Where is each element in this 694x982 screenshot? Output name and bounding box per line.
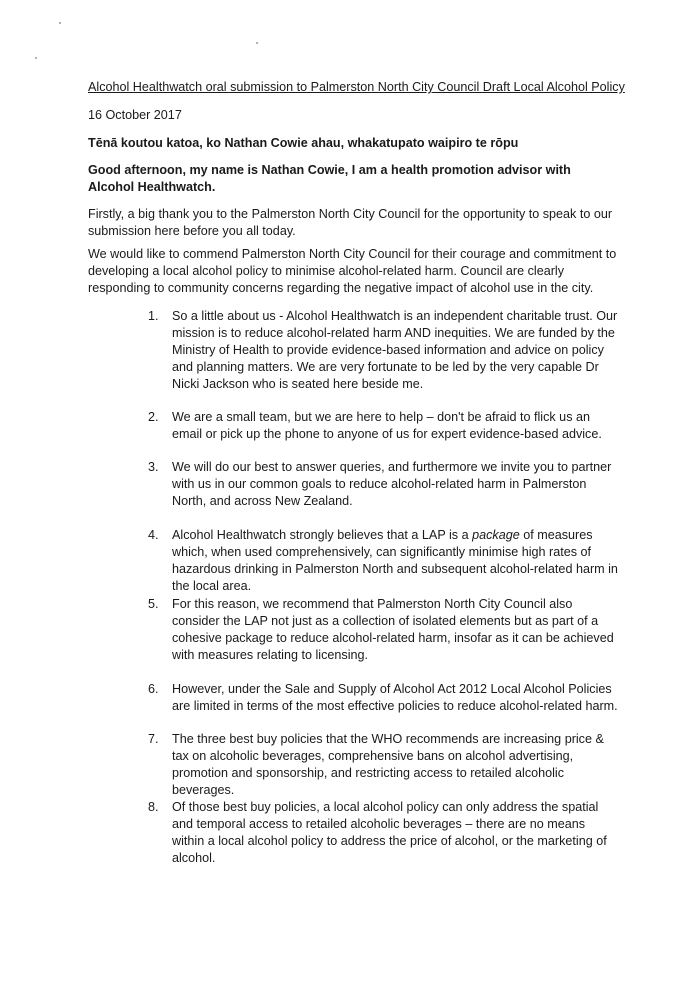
list-item-text: Alcohol Healthwatch strongly believes that a LAP is a package of measures which, when used comprehensively, can significantly minimise high rates of hazardous drinking in Palmerston North and subsequent alcohol-related harm in the local area. [172,528,618,593]
list-item-number: 5. [148,597,159,611]
greeting-line: Tēnā koutou katoa, ko Nathan Cowie ahau, whakatupato waipiro te rōpu [88,136,519,150]
paragraph-thanks: Firstly, a big thank you to the Palmerston North City Council for the opportunity to speak to our submission here before you all today. [88,207,613,238]
list-item-number: 8. [148,800,159,814]
list-item-number: 7. [148,732,159,746]
document-title: Alcohol Healthwatch oral submission to Palmerston North City Council Draft Local Alcohol Policy [88,80,625,94]
list-item-text: We will do our best to answer queries, and furthermore we invite you to partner with us in our common goals to reduce alcohol-related harm in Palmerston North, and across New Zealand. [172,460,612,508]
list-item-number: 3. [148,460,159,474]
scan-speck [59,22,61,24]
paragraph-commend: We would like to commend Palmerston North City Council for their courage and commitment to developing a local alcohol policy to minimise alcohol-related harm. Council are clearly responding to community concerns regarding the negative impact of alcohol use in the city. [88,247,617,295]
list-item-text: We are a small team, but we are here to help – don't be afraid to flick us an email or pick up the phone to anyone of us for expert evidence-based advice. [172,410,602,441]
scan-speck [35,57,37,59]
list-item-text: For this reason, we recommend that Palmerston North City Council also consider the LAP not just as a collection of isolated elements but as part of a cohesive package to reduce alcohol-related harm, insofar as it can be achieved with measures relating to licensing. [172,597,614,662]
list-item-number: 6. [148,682,159,696]
list-item-text: The three best buy policies that the WHO recommends are increasing price & tax on alcoholic beverages, comprehensive bans on alcohol advertising, promotion and sponsorship, and restricting access to retailed alcoholic beverages. [172,732,604,797]
list-item-text: So a little about us - Alcohol Healthwatch is an independent charitable trust. Our mission is to reduce alcohol-related harm AND inequities. We are funded by the Ministry of Health to provide evidence-based information and advice on policy and planning matters. We are very fortunate to be led by the very capable Dr Nicki Jackson who is seated here beside me. [172,309,618,391]
list-item-text: Of those best buy policies, a local alcohol policy can only address the spatial and temporal access to retailed alcoholic beverages – there are no means within a local alcohol policy to address the price of alcohol, or the marketing of alcohol. [172,800,607,865]
list-item-number: 1. [148,309,159,323]
intro-paragraph: Good afternoon, my name is Nathan Cowie, I am a health promotion advisor with Alcohol Healthwatch. [88,163,571,194]
scan-speck [256,42,258,44]
list-item-text: However, under the Sale and Supply of Alcohol Act 2012 Local Alcohol Policies are limited in terms of the most effective policies to reduce alcohol-related harm. [172,682,618,713]
list-item-number: 2. [148,410,159,424]
document-date: 16 October 2017 [88,108,182,122]
list-item-number: 4. [148,528,159,542]
